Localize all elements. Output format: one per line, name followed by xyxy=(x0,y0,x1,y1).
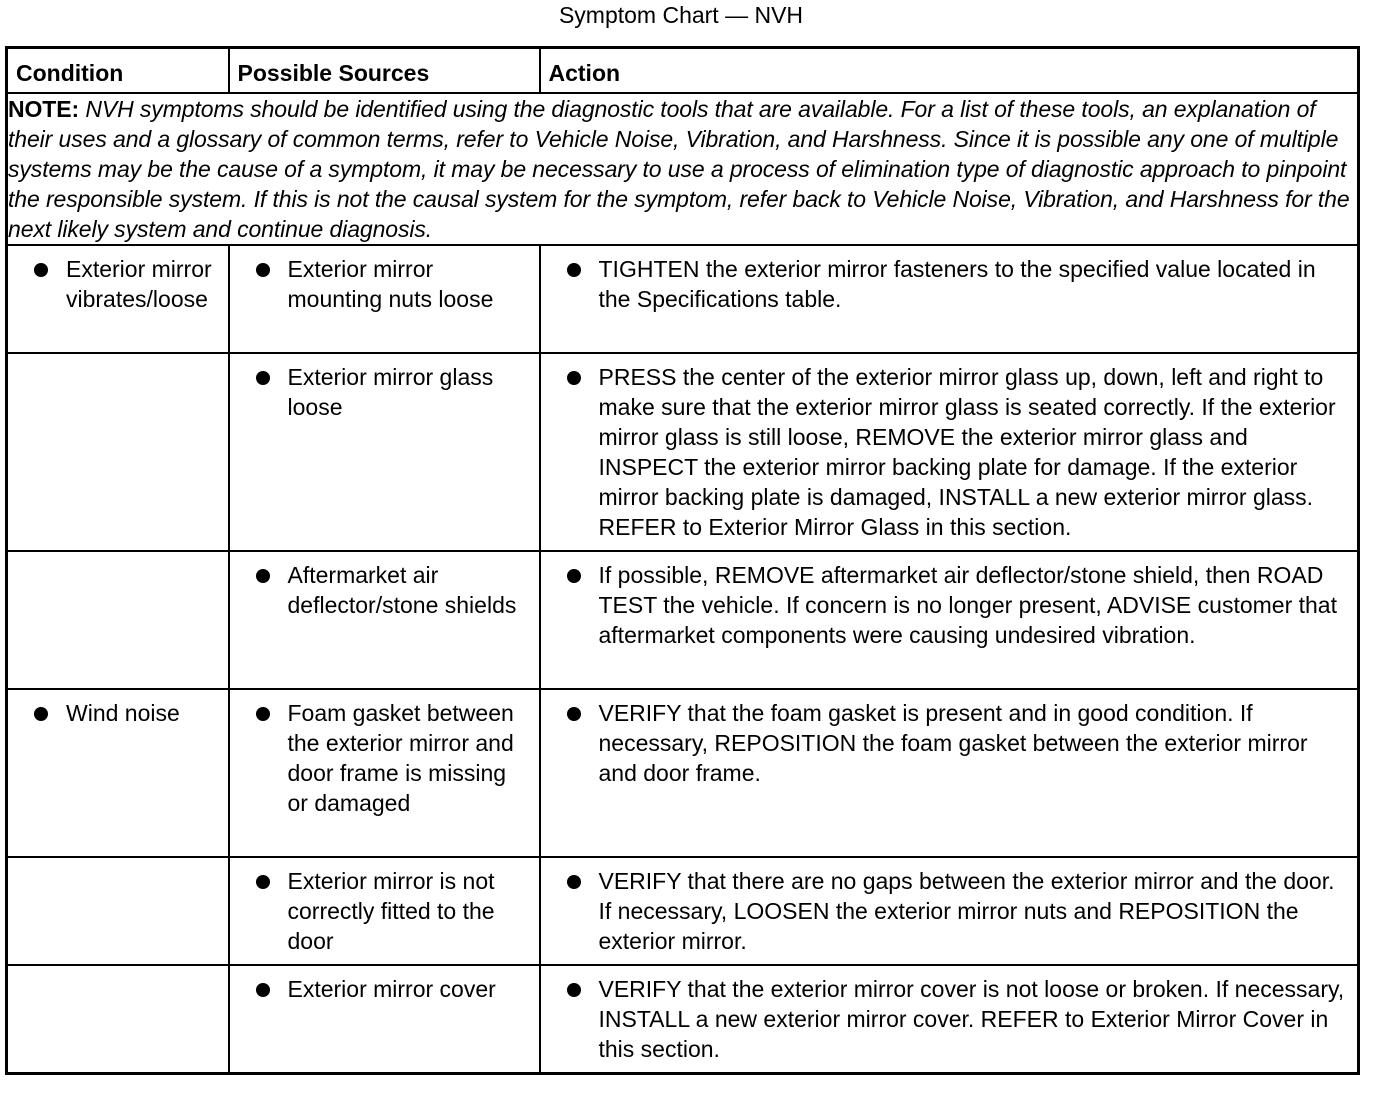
action-text: VERIFY that the foam gasket is present and in good condition. If necessary, REPOSITION the foam gasket between the exterior mirror and door frame. xyxy=(598,699,1308,786)
header-possible-sources: Possible Sources xyxy=(229,48,540,93)
condition-cell xyxy=(7,245,229,353)
note-cell xyxy=(7,93,1359,245)
bullet-icon xyxy=(34,707,48,721)
bullet-icon xyxy=(567,707,581,721)
bullet-icon xyxy=(567,569,581,583)
action-text: If possible, REMOVE aftermarket air deflector/stone shield, then ROAD TEST the vehicle. If concern is no longer present, ADVISE customer that aftermarket components were causing undesired vibration. xyxy=(598,561,1337,648)
note-text: NVH symptoms should be identified using the diagnostic tools that are available. For a list of these tools, an explanation of their uses and a glossary of common terms, refer to Vehicle Noise, Vibration, and Harshness. Since it is possible any one of multiple systems may be the cause of a symptom, it may be necessary to use a process of elimination type of diagnostic approach to pinpoint the responsible system. If this is not the causal system for the symptom, refer back to Vehicle Noise, Vibration, and Harshness for the next likely system and continue diagnosis. xyxy=(8,95,1350,242)
action-text: VERIFY that there are no gaps between the exterior mirror and the door. If necessary, LOOSEN the exterior mirror nuts and REPOSITION the exterior mirror. xyxy=(598,867,1335,954)
source-cell xyxy=(229,245,540,353)
condition-cell xyxy=(7,551,229,689)
header-row xyxy=(7,48,1359,93)
table-row xyxy=(7,245,1359,353)
condition-cell xyxy=(7,857,229,965)
bullet-icon xyxy=(567,371,581,385)
source-cell xyxy=(229,857,540,965)
action-cell xyxy=(540,353,1359,551)
bullet-icon xyxy=(567,983,581,997)
action-text: VERIFY that the exterior mirror cover is not loose or broken. If necessary, INSTALL a new exterior mirror cover. REFER to Exterior Mirror Cover in this section. xyxy=(598,975,1345,1062)
condition-cell xyxy=(7,965,229,1074)
condition-text: Wind noise xyxy=(66,699,180,726)
table-row xyxy=(7,689,1359,857)
action-cell xyxy=(540,965,1359,1074)
bullet-icon xyxy=(256,983,270,997)
source-cell xyxy=(229,353,540,551)
source-cell xyxy=(229,689,540,857)
source-cell xyxy=(229,965,540,1074)
table-row xyxy=(7,965,1359,1074)
action-cell xyxy=(540,857,1359,965)
source-text: Aftermarket air deflector/stone shields xyxy=(287,561,517,618)
bullet-icon xyxy=(256,371,270,385)
bullet-icon xyxy=(256,875,270,889)
symptom-chart-table xyxy=(5,46,1360,1075)
bullet-icon xyxy=(256,263,270,277)
note-label: NOTE: xyxy=(8,95,80,122)
table-row xyxy=(7,551,1359,689)
source-text: Exterior mirror cover xyxy=(287,975,496,1002)
header-condition: Condition xyxy=(7,48,229,93)
note-row xyxy=(7,93,1359,245)
table-row xyxy=(7,857,1359,965)
source-text: Exterior mirror glass loose xyxy=(287,363,494,420)
action-text: PRESS the center of the exterior mirror glass up, down, left and right to make sure that the exterior mirror glass is seated correctly. If the exterior mirror glass is still loose, REMOVE the exterior mirror glass and INSPECT the exterior mirror backing plate for damage. If the exterior mirror backing plate is damaged, INSTALL a new exterior mirror glass. REFER to Exterior Mirror Glass in this section. xyxy=(598,363,1336,540)
bullet-icon xyxy=(34,263,48,277)
action-text: TIGHTEN the exterior mirror fasteners to the specified value located in the Specifications table. xyxy=(598,255,1316,312)
page-title: Symptom Chart — NVH xyxy=(558,2,804,28)
bullet-icon xyxy=(256,569,270,583)
condition-cell xyxy=(7,353,229,551)
bullet-icon xyxy=(256,707,270,721)
source-cell xyxy=(229,551,540,689)
bullet-icon xyxy=(567,875,581,889)
table-row xyxy=(7,353,1359,551)
action-cell xyxy=(540,551,1359,689)
condition-text: Exterior mirror vibrates/loose xyxy=(66,255,212,312)
source-text: Exterior mirror mounting nuts loose xyxy=(287,255,494,312)
bullet-icon xyxy=(567,263,581,277)
condition-cell xyxy=(7,689,229,857)
source-text: Exterior mirror is not correctly fitted to the door xyxy=(287,867,495,954)
action-cell xyxy=(540,245,1359,353)
header-action: Action xyxy=(540,48,1359,93)
action-cell xyxy=(540,689,1359,857)
source-text: Foam gasket between the exterior mirror and door frame is missing or damaged xyxy=(287,699,514,816)
